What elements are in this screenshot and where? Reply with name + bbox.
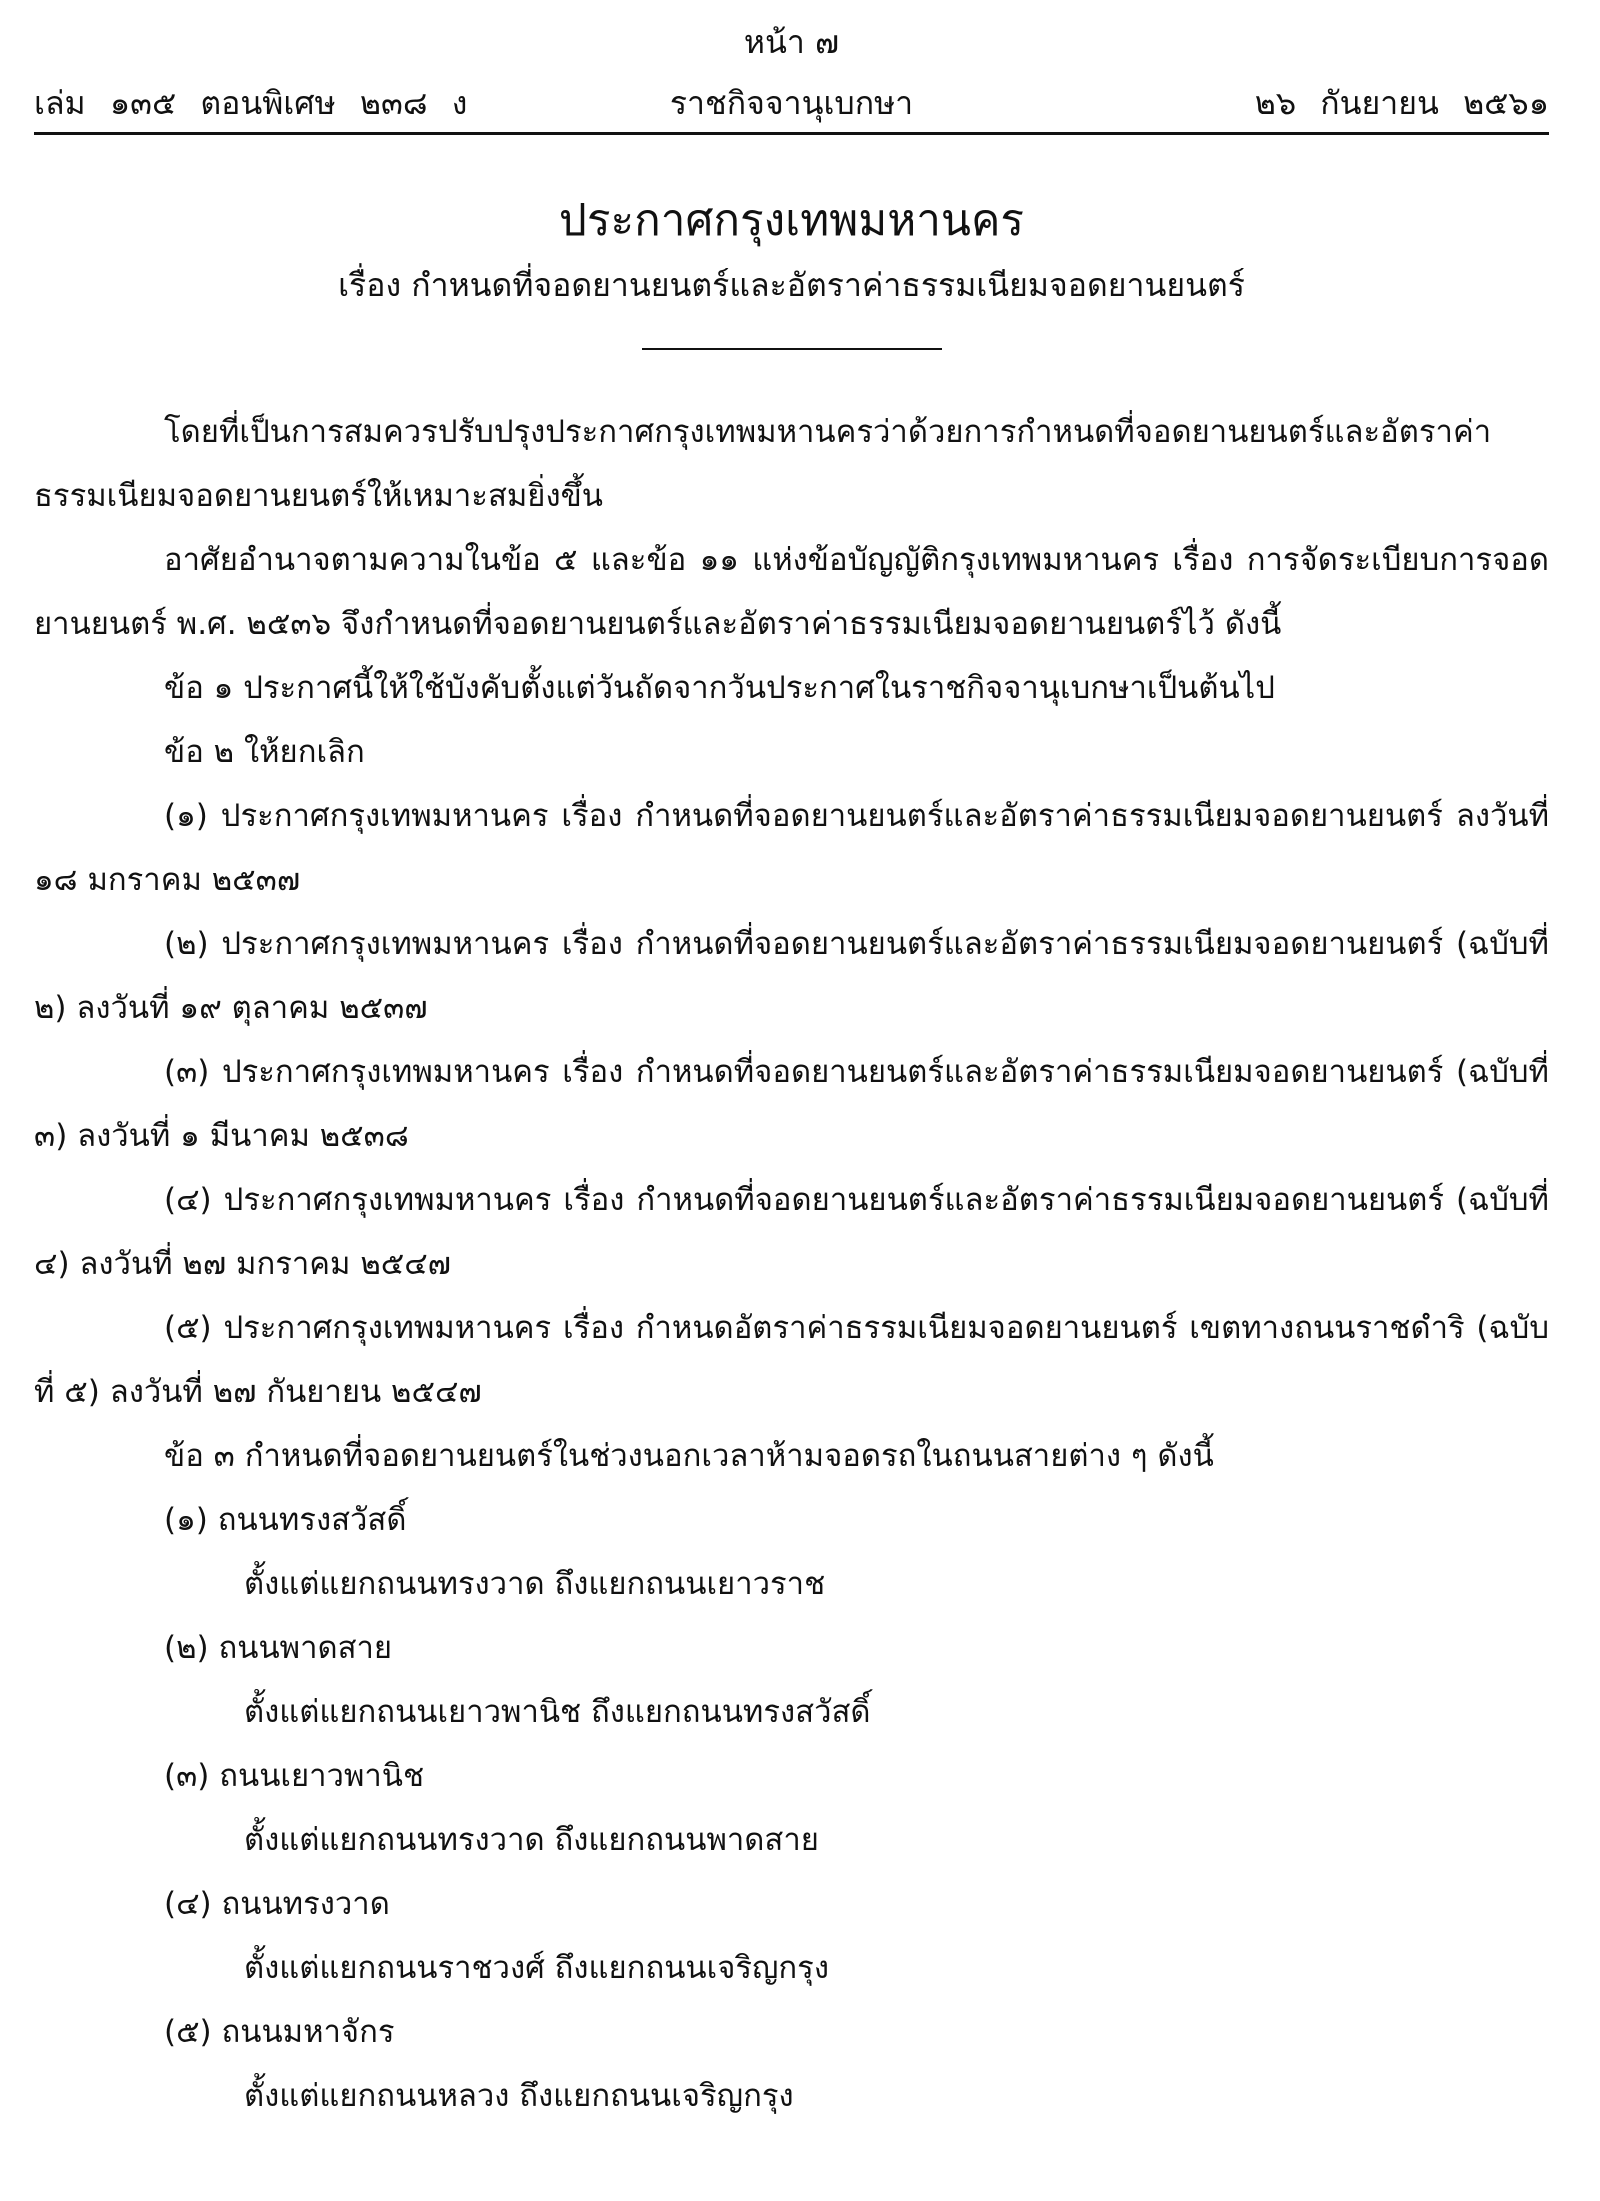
road-name: (๕) ถนนมหาจักร (164, 2014, 395, 2050)
authority-paragraph: อาศัยอำนาจตามความในข้อ ๕ และข้อ ๑๑ แห่งข้อบัญญัติกรุงเทพมหานคร เรื่อง การจัดระเบียบการจอดยานยนตร์ พ.ศ. ๒๕๓๖ จึงกำหนดที่จอดยานยนตร์และอัตราค่าธรรมเนียมจอดยานยนตร์ไว้ ดังนี้ (34, 542, 1549, 642)
repeal-item: (๑) ประกาศกรุงเทพมหานคร เรื่อง กำหนดที่จอดยานยนตร์และอัตราค่าธรรมเนียมจอดยานยนตร์ ลงวันที่ ๑๘ มกราคม ๒๕๓๗ (34, 798, 1549, 898)
document-body (34, 400, 1549, 2128)
road-range: ตั้งแต่แยกถนนทรงวาด ถึงแยกถนนพาดสาย (244, 1822, 819, 1858)
repeal-item: (๕) ประกาศกรุงเทพมหานคร เรื่อง กำหนดอัตราค่าธรรมเนียมจอดยานยนตร์ เขตทางถนนราชดำริ (ฉบับที่ ๕) ลงวันที่ ๒๗ กันยายน ๒๕๔๗ (34, 1310, 1549, 1410)
page-number: หน้า ๗ (743, 23, 840, 61)
road-name: (๑) ถนนทรงสวัสดิ์ (164, 1502, 407, 1538)
clause-1: ข้อ ๑ ประกาศนี้ให้ใช้บังคับตั้งแต่วันถัดจากวันประกาศในราชกิจจานุเบกษาเป็นต้นไป (164, 670, 1275, 706)
gazette-name: ราชกิจจานุเบกษา (669, 84, 914, 122)
road-name: (๓) ถนนเยาวพานิช (164, 1758, 425, 1794)
repeal-item: (๔) ประกาศกรุงเทพมหานคร เรื่อง กำหนดที่จอดยานยนตร์และอัตราค่าธรรมเนียมจอดยานยนตร์ (ฉบับที่ ๔) ลงวันที่ ๒๗ มกราคม ๒๕๔๗ (34, 1182, 1549, 1282)
clause-2: ข้อ ๒ ให้ยกเลิก (164, 734, 365, 770)
road-range: ตั้งแต่แยกถนนหลวง ถึงแยกถนนเจริญกรุง (244, 2078, 794, 2114)
document-subject: เรื่อง กำหนดที่จอดยานยนตร์และอัตราค่าธรรมเนียมจอดยานยนตร์ (338, 266, 1245, 304)
volume-info: เล่ม ๑๓๕ ตอนพิเศษ ๒๓๘ ง (34, 84, 468, 122)
issue-date: ๒๖ กันยายน ๒๕๖๑ (1254, 84, 1549, 122)
clause-3: ข้อ ๓ กำหนดที่จอดยานยนตร์ในช่วงนอกเวลาห้ามจอดรถในถนนสายต่าง ๆ ดังนี้ (164, 1438, 1214, 1474)
document-title: ประกาศกรุงเทพมหานคร (558, 195, 1025, 246)
title-block (34, 190, 1549, 350)
road-range: ตั้งแต่แยกถนนทรงวาด ถึงแยกถนนเยาวราช (244, 1566, 826, 1602)
road-name: (๔) ถนนทรงวาด (164, 1886, 390, 1922)
intro-paragraph: โดยที่เป็นการสมควรปรับปรุงประกาศกรุงเทพมหานครว่าด้วยการกำหนดที่จอดยานยนตร์และอัตราค่าธรรมเนียมจอดยานยนตร์ให้เหมาะสมยิ่งขึ้น (34, 414, 1492, 514)
issue-line (34, 80, 1549, 126)
title-divider (642, 348, 942, 350)
repeal-item: (๒) ประกาศกรุงเทพมหานคร เรื่อง กำหนดที่จอดยานยนตร์และอัตราค่าธรรมเนียมจอดยานยนตร์ (ฉบับที่ ๒) ลงวันที่ ๑๙ ตุลาคม ๒๕๓๗ (34, 926, 1549, 1026)
header-divider (34, 132, 1549, 135)
road-range: ตั้งแต่แยกถนนราชวงศ์ ถึงแยกถนนเจริญกรุง (244, 1950, 829, 1986)
repeal-item: (๓) ประกาศกรุงเทพมหานคร เรื่อง กำหนดที่จอดยานยนตร์และอัตราค่าธรรมเนียมจอดยานยนตร์ (ฉบับที่ ๓) ลงวันที่ ๑ มีนาคม ๒๕๓๘ (34, 1054, 1549, 1154)
road-range: ตั้งแต่แยกถนนเยาวพานิช ถึงแยกถนนทรงสวัสดิ์ (244, 1694, 871, 1730)
road-name: (๒) ถนนพาดสาย (164, 1630, 393, 1666)
gazette-header (34, 20, 1549, 140)
